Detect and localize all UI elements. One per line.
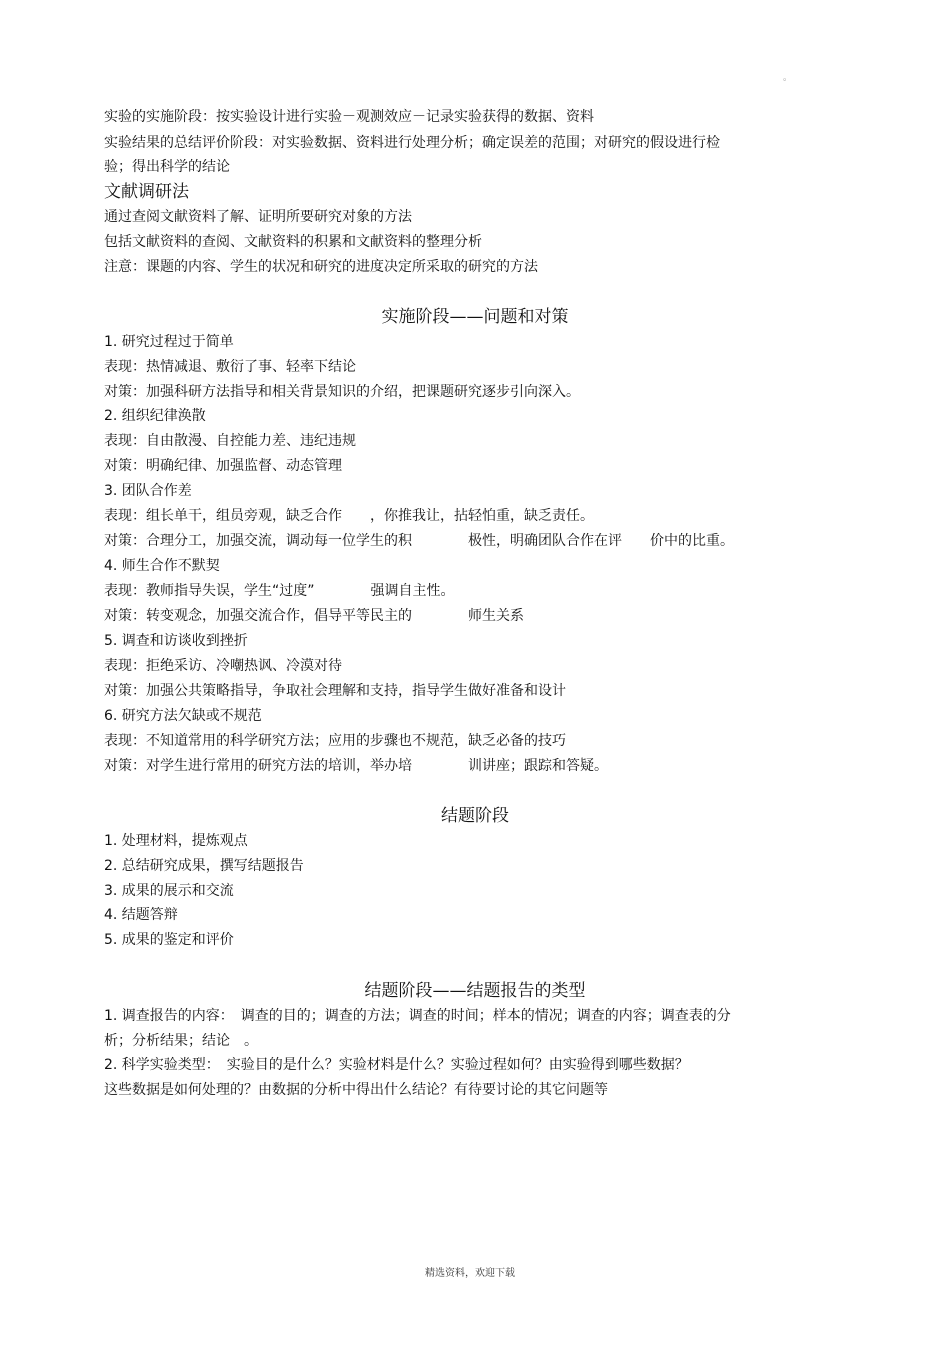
- conclusion-line: 4. 结题答辩: [104, 907, 178, 923]
- problems-line: 表现：热情减退、敷衍了事、轻率下结论: [104, 359, 356, 375]
- problems-line: 表现：组长单干，组员旁观，缺乏合作 ，你推我让，拈轻怕重，缺乏责任。: [104, 508, 594, 524]
- problems-line: 表现：不知道常用的科学研究方法；应用的步骤也不规范，缺乏必备的技巧: [104, 733, 566, 749]
- report-types-line: 2. 科学实验类型： 实验目的是什么？实验材料是什么？实验过程如何？由实验得到哪些数据？: [104, 1057, 689, 1073]
- problems-line: 表现：教师指导失误，学生“过度” 强调自主性。: [104, 583, 455, 599]
- report-types-line: 析；分析结果；结论 。: [104, 1033, 258, 1049]
- experiment-summary-stage: 实验结果的总结评价阶段：对实验数据、资料进行处理分析；确定误差的范围；对研究的假设进行检: [104, 135, 720, 151]
- problems-line: 对策：对学生进行常用的研究方法的培训，举办培 训讲座；跟踪和答疑。: [104, 758, 608, 774]
- report-types-line: 1. 调查报告的内容： 调查的目的；调查的方法；调查的时间；样本的情况；调查的内容；调查表的分: [104, 1008, 731, 1024]
- conclusion-line: 5. 成果的鉴定和评价: [104, 932, 234, 948]
- problems-line: 对策：合理分工，加强交流，调动每一位学生的积 极性，明确团队合作在评 价中的比重。: [104, 533, 734, 549]
- experiment-summary-stage-cont: 验；得出科学的结论: [104, 159, 230, 175]
- problems-line: 表现：拒绝采访、冷嘲热讽、冷漠对待: [104, 658, 342, 674]
- problems-line: 对策：明确纪律、加强监督、动态管理: [104, 458, 342, 474]
- problems-line: 5. 调查和访谈收到挫折: [104, 633, 248, 649]
- literature-line: 包括文献资料的查阅、文献资料的积累和文献资料的整理分析: [104, 234, 482, 250]
- corner-mark: 。: [783, 73, 793, 83]
- conclusion-line: 1. 处理材料，提炼观点: [104, 833, 248, 849]
- conclusion-title: 结题阶段: [441, 806, 509, 826]
- report-types-line: 这些数据是如何处理的？由数据的分析中得出什么结论？有待要讨论的其它问题等: [104, 1082, 608, 1098]
- problems-line: 6. 研究方法欠缺或不规范: [104, 708, 262, 724]
- problems-title: 实施阶段——问题和对策: [381, 307, 569, 327]
- conclusion-line: 3. 成果的展示和交流: [104, 883, 234, 899]
- literature-line: 通过查阅文献资料了解、证明所要研究对象的方法: [104, 209, 412, 225]
- problems-line: 3. 团队合作差: [104, 483, 192, 499]
- conclusion-line: 2. 总结研究成果，撰写结题报告: [104, 858, 304, 874]
- problems-line: 4. 师生合作不默契: [104, 558, 220, 574]
- problems-line: 对策：加强公共策略指导，争取社会理解和支持，指导学生做好准备和设计: [104, 683, 566, 699]
- problems-line: 1. 研究过程过于简单: [104, 334, 234, 350]
- literature-line: 注意：课题的内容、学生的状况和研究的进度决定所采取的研究的方法: [104, 259, 538, 275]
- problems-line: 2. 组织纪律涣散: [104, 408, 206, 424]
- problems-line: 对策：转变观念，加强交流合作，倡导平等民主的 师生关系: [104, 608, 524, 624]
- problems-line: 对策：加强科研方法指导和相关背景知识的介绍，把课题研究逐步引向深入。: [104, 384, 580, 400]
- literature-title: 文献调研法: [104, 182, 189, 202]
- problems-line: 表现：自由散漫、自控能力差、违纪违规: [104, 433, 356, 449]
- report-types-title: 结题阶段——结题报告的类型: [364, 981, 586, 1001]
- experiment-implementation-stage: 实验的实施阶段：按实验设计进行实验－观测效应－记录实验获得的数据、资料: [104, 109, 594, 125]
- page-footer: 精选资料，欢迎下载: [425, 1268, 515, 1279]
